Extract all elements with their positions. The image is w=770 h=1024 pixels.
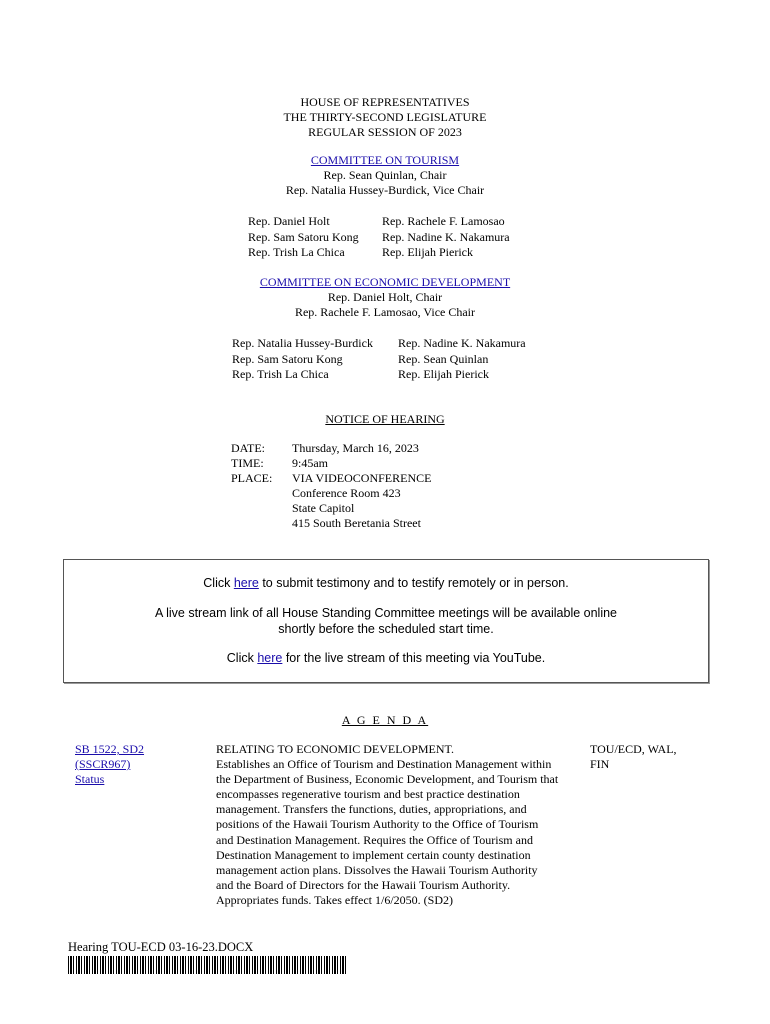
referral-line-2: FIN xyxy=(590,757,610,772)
description-line: Establishes an Office of Tourism and Destination Management within xyxy=(216,757,552,772)
description-line: management action plans. Dissolves the Hawaii Tourism Authority xyxy=(216,862,538,877)
notice-values xyxy=(292,441,431,531)
notice-date: Thursday, March 16, 2023 xyxy=(292,441,419,455)
committee-tourism-members-right xyxy=(382,214,510,261)
referral-line-1: TOU/ECD, WAL, xyxy=(590,742,677,756)
member: Rep. Trish La Chica xyxy=(232,367,329,381)
notice-street: 415 South Beretania Street xyxy=(292,516,421,530)
member: Rep. Sam Satoru Kong xyxy=(232,351,343,366)
youtube-here-link[interactable]: here xyxy=(257,651,283,665)
committee-econ-dev-vice-chair: Rep. Rachele F. Lamosao, Vice Chair xyxy=(294,305,476,319)
committee-econ-dev-chair: Rep. Daniel Holt, Chair xyxy=(327,290,443,304)
testimony-line: Click here to submit testimony and to testify remotely or in person. xyxy=(203,576,569,590)
committee-tourism-vice-chair: Rep. Natalia Hussey-Burdick, Vice Chair xyxy=(285,183,485,197)
header-line-2: THE THIRTY-SECOND LEGISLATURE xyxy=(283,110,487,124)
document-header xyxy=(0,95,770,140)
bill-title: RELATING TO ECONOMIC DEVELOPMENT. xyxy=(216,742,454,756)
member: Rep. Nadine K. Nakamura xyxy=(382,229,510,244)
member: Rep. Sean Quinlan xyxy=(398,351,489,366)
committee-tourism-chair: Rep. Sean Quinlan, Chair xyxy=(323,168,447,182)
committee-econ-dev-members-left xyxy=(232,336,373,383)
agenda-bill-links xyxy=(75,742,144,787)
notice-place: VIA VIDEOCONFERENCE xyxy=(292,471,432,485)
member: Rep. Sam Satoru Kong xyxy=(248,229,359,244)
notice-title-wrap xyxy=(0,412,770,427)
livestream-notice-line-2: shortly before the scheduled start time. xyxy=(278,622,494,636)
committee-tourism-members-left xyxy=(248,214,359,261)
description-line: the Department of Business, Economic Development, and Tourism that xyxy=(216,772,559,787)
member: Rep. Daniel Holt xyxy=(248,214,330,228)
livestream-notice-line-1: A live stream link of all House Standing Committee meetings will be available online xyxy=(154,606,618,620)
agenda-title-wrap xyxy=(0,713,770,728)
description-line: Destination Management to implement certain county destination xyxy=(216,847,531,862)
notice-date-label: DATE: xyxy=(231,441,265,455)
description-line: positions of the Hawaii Tourism Authority to the Office of Tourism xyxy=(216,817,539,832)
description-line: and the Board of Directors for the Hawaii Tourism Authority. xyxy=(216,877,511,892)
committee-econ-dev-link[interactable]: COMMITTEE ON ECONOMIC DEVELOPMENT xyxy=(259,275,511,289)
header-line-1: HOUSE OF REPRESENTATIVES xyxy=(300,95,470,109)
bill-link[interactable]: SB 1522, SD2 xyxy=(75,742,145,756)
member: Rep. Rachele F. Lamosao xyxy=(382,214,505,228)
testimony-here-link[interactable]: here xyxy=(233,576,259,590)
notice-title: NOTICE OF HEARING xyxy=(325,412,445,426)
notice-time-label: TIME: xyxy=(231,456,264,470)
notice-building: State Capitol xyxy=(292,501,355,515)
notice-room: Conference Room 423 xyxy=(292,486,401,500)
testimony-info-box xyxy=(63,559,709,683)
bill-status-link[interactable]: Status xyxy=(75,772,105,786)
member: Rep. Elijah Pierick xyxy=(398,367,489,381)
description-line: management. Transfers the functions, duties, appropriations, and xyxy=(216,802,527,817)
description-line: Appropriates funds. Takes effect 1/6/2050. (SD2) xyxy=(216,892,453,907)
committee-economic-development xyxy=(0,275,770,320)
youtube-line: Click here for the live stream of this meeting via YouTube. xyxy=(226,651,546,665)
agenda-bill-description xyxy=(216,742,558,908)
notice-labels xyxy=(231,441,272,486)
member: Rep. Elijah Pierick xyxy=(382,245,473,259)
agenda-title: A G E N D A xyxy=(341,713,429,727)
member: Rep. Natalia Hussey-Burdick xyxy=(232,336,373,350)
committee-report-link[interactable]: (SSCR967) xyxy=(75,757,131,771)
description-line: and Destination Management. Requires the Office of Tourism and xyxy=(216,832,533,847)
header-line-3: REGULAR SESSION OF 2023 xyxy=(308,125,462,139)
notice-time: 9:45am xyxy=(292,456,328,470)
barcode xyxy=(68,956,348,974)
committee-tourism-link[interactable]: COMMITTEE ON TOURISM xyxy=(310,153,460,167)
member: Rep. Nadine K. Nakamura xyxy=(398,336,526,350)
agenda-referral xyxy=(590,742,677,772)
footer-filename: Hearing TOU-ECD 03-16-23.DOCX xyxy=(68,940,254,954)
description-line: encompasses regenerative tourism and best practice destination xyxy=(216,787,520,802)
member: Rep. Trish La Chica xyxy=(248,245,345,259)
committee-tourism xyxy=(0,153,770,198)
notice-place-label: PLACE: xyxy=(231,471,273,485)
committee-econ-dev-members-right xyxy=(398,336,526,383)
